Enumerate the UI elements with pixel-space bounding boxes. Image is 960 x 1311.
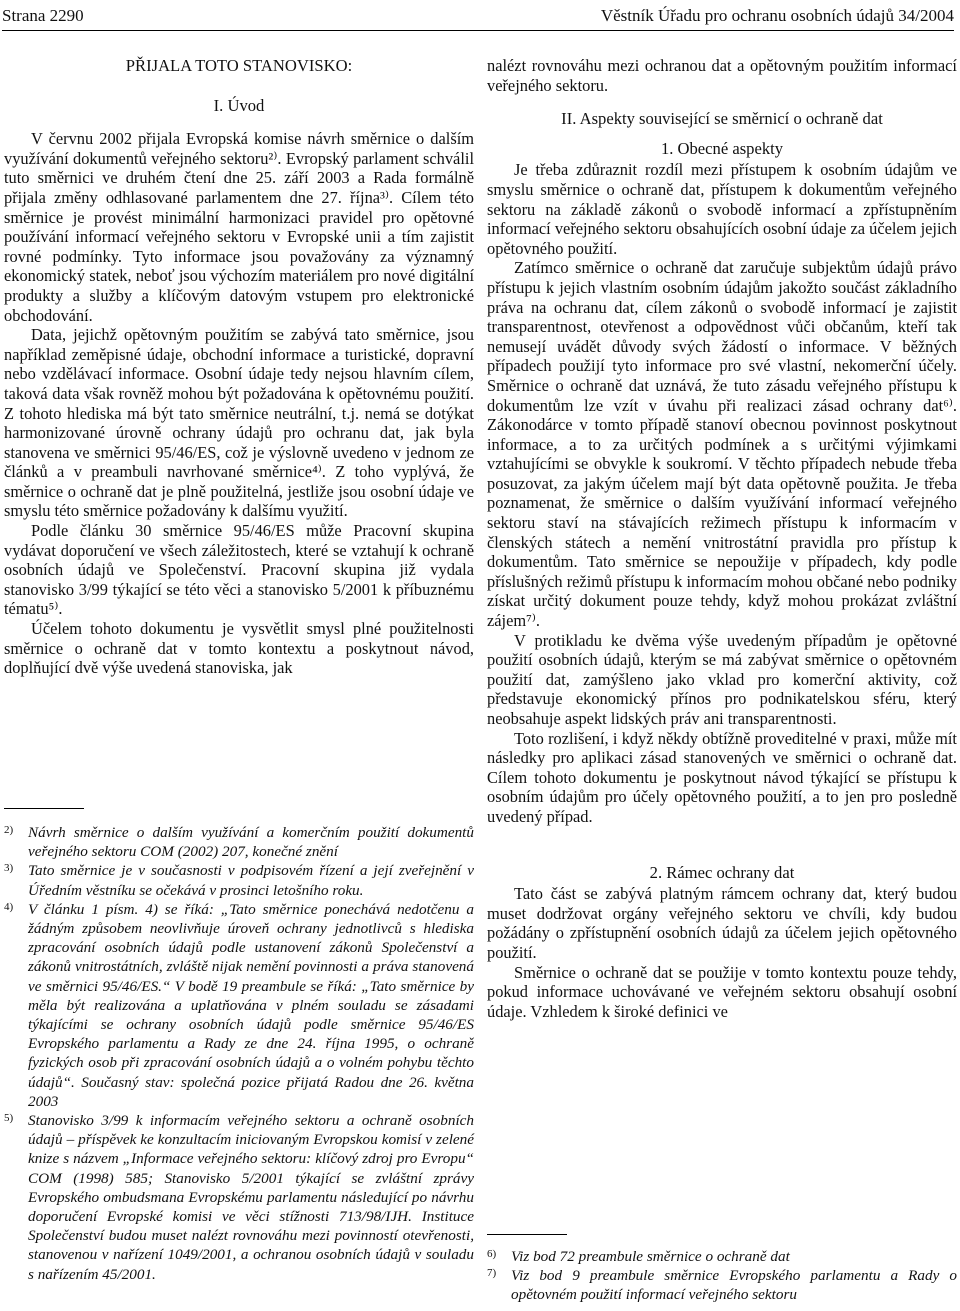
paragraph: Tato část se zabývá platným rámcem ochrany dat, který budou muset dodržovat orgány veřejného sektoru ve chvíli, kdy budou požádány o zpřístupnění osobních údajů za účelem jejich opětovného použití. [487, 884, 957, 962]
subsection-heading-framework: 2. Rámec ochrany dat [649, 862, 795, 882]
paragraph: V protikladu ke dvěma výše uvedeným případům je opětovné použití osobních údajů, kterým se má zabývat směrnice o opětovném použití dat, zamýšleno jako vklad pro komerční aktivity, což představuje ekonomický přínos pro podnikatelskou sféru, který neobsahuje aspekt lidských práv ani transparentnosti. [487, 630, 957, 728]
subsection-heading-general: 1. Obecné aspekty [660, 138, 784, 158]
footnote-number: 6) [487, 1248, 497, 1260]
footnote-text: Tato směrnice je v současnosti v podpisovém řízení a její zveřejnění v Úředním věstníku se očekává v prosinci letošního roku. [28, 862, 474, 899]
paragraph: Účelem tohoto dokumentu je vysvětlit smysl plné použitelnosti směrnice o ochraně dat v tomto kontextu a poskytnout návod, doplňující dvě výše uvedená stanoviska, jak [4, 619, 474, 678]
left-column [4, 56, 474, 678]
footnote [4, 900, 474, 1111]
footnote-number: 3) [4, 862, 14, 875]
footnote-text: Návrh směrnice o dalším využívání a komerčním použití dokumentů veřejného sektoru COM (2002) 207, konečné znění [28, 824, 474, 861]
footnotes-right [487, 1234, 957, 1305]
footnote-number: 4) [4, 900, 14, 913]
footnote-number: 2) [4, 824, 14, 836]
paragraph: Zatímco směrnice o ochraně dat zaručuje subjektům údajů právo přístupu k jejich vlastním osobním údajům jakožto součást základního práva na ochranu dat, cílem zákonů o svobodě informací je zajistit transparentnost, otevřenost a odpovědnost vůči občanům, kteří tak nemusejí uvádět důvody svých žádostí o informace. V běžných případech použijí tyto informace pro své vlastní, nekomerční účely. Směrnice o ochraně dat uznává, že tuto zásadu veřejného přístupu k dokumentům lze vzít v úvahu při realizaci zásad ochrany dat⁶⁾. Zákonodárce v tomto případě stanoví obecnou povinnost poskytnout informace, a to za určitých podmínek a s určitými výjimkami vztahujícími se obvykle k soukromí. V těchto případech nebude třeba posuzovat, za jakým účelem mají být data opětovně použita. Je třeba poznamenat, že směrnice o dalším využívání informací veřejného sektoru staví na stávajících režimech přístupu k informacím v členských státech a nemění vnitrostátní pravidla pro přístup k dokumentům. Tato směrnice se nepoužije v případech, kdy podle příslušných režimů přístupu k informacím mohou občané nebo podniky získat určitý dokument pouze tehdy, když mohou prokázat zvláštní zájem⁷⁾. [487, 258, 957, 631]
document-title: PŘIJALA TOTO STANOVISKO: [125, 56, 353, 75]
footnote-text: V článku 1 písm. 4) se říká: „Tato směrnice ponechává nedotčenu a žádným způsobem neovlivňuje úroveň ochrany jednotlivců s hlediska zpracování osobních údajů podle ustanovení zákonů Společenství a zákonů vnitrostátních, zvláště nijak nemění povinnosti a práva stanovená ve směrnici 95/46/ES.“ V bodě 19 preambule se říká: „Tato směrnice by měla být realizována a uplatňována v plném souladu se zásadami týkajícími se ochrany osobních údajů podle směrnice 95/46/ES Evropského parlamentu a Rady ze dne 24. října 1995, o ochraně fyzických osob při zpracování osobních údajů a o volném pohybu těchto údajů“. Současný stav: společná pozice přijatá Radou dne 26. května 2003 [28, 900, 474, 1110]
page-header [2, 4, 954, 31]
journal-title: Věstník Úřadu pro ochranu osobních údajů 34/2004 [600, 6, 954, 25]
footnote [4, 861, 474, 899]
footnote-number: 5) [4, 1112, 14, 1125]
footnotes-left [4, 808, 474, 1284]
footnote [487, 1266, 957, 1304]
paragraph: Toto rozlišení, i když někdy obtížně proveditelné v praxi, může mít následky pro aplikaci zásad stanovených ve směrnici o ochraně dat. Cílem tohoto dokumentu je poskytnout návod týkající se přístupu k osobním údajům pro účely opětovného použití, a to jen pro posledně uvedený případ. [487, 728, 957, 826]
footnote [4, 1111, 474, 1284]
page-number: Strana 2290 [2, 6, 84, 25]
paragraph-continuation: nalézt rovnováhu mezi ochranou dat a opětovným použitím informací veřejného sektoru. [487, 56, 957, 95]
footnote [4, 823, 474, 861]
paragraph: V červnu 2002 přijala Evropská komise návrh směrnice o dalším využívání dokumentů veřejného sektoru²⁾. Evropský parlament schválil tuto směrnici ve druhém čtení dne 25. září 2003 a Rada formálně přijala změny odhlasované parlamentem dne 27. října³⁾. Cílem této směrnice je provést minimální harmonizaci pravidel pro opětovné používání informací veřejného sektoru v Evropské unii a tím zajistit rovné podmínky. Tyto informace jsou považovány za významný ekonomický statek, neboť jsou výchozím materiálem pro nové digitální produkty a služby a klíčovým datovým vstupem pro elektronické obchodování. [4, 129, 474, 325]
footnote [487, 1247, 957, 1266]
footnote-divider [4, 808, 84, 809]
footnote-text: Stanovisko 3/99 k informacím veřejného sektoru a ochraně osobních údajů – příspěvek ke konzultacím iniciovaným Evropskou komisí v zelené knize s názvem „Informace veřejného sektoru: klíčový zdroj pro Evropu“ COM (1998) 585; Stanovisko 5/2001 týkající se zvláštní zprávy Evropského ombudsmana Evropskému parlamentu následující po návrhu doporučení Evropské komisi ve věci stížnosti 713/98/IJH. Instituce Společenství budou muset nalézt rovnováhu mezi povinností otevřenosti, stanovenou v nařízení 1049/2001, a ochranou osobních údajů v souladu s nařízením 45/2001. [28, 1112, 474, 1283]
section-heading-intro: I. Úvod [213, 95, 265, 115]
footnote-number: 7) [487, 1267, 497, 1280]
footnote-text: Viz bod 72 preambule směrnice o ochraně dat [511, 1248, 790, 1265]
footnote-divider [487, 1234, 567, 1235]
right-column [487, 56, 957, 1021]
paragraph: Data, jejichž opětovným použitím se zabývá tato směrnice, jsou například zeměpisné údaje, obchodní informace a turistické, dopravní nebo vzdělávací informace. Osobní údaje tedy nejsou hlavním cílem, taková data však rovněž mohou být požadována k opětovnému použití. Z tohoto hlediska má být tato směrnice neutrální, t.j. nemá se dotýkat harmonizované úrovně ochrany údajů pro ochranu dat, jak byla stanovena ve směrnici 95/46/ES, což je výslovně uvedeno v jednom ze článků a v preambuli navrhované směrnice⁴⁾. Z toho vyplývá, že směrnice o ochraně dat je plně použitelná, jestliže jsou osobní údaje ve smyslu této směrnice požadovány k dalšímu využití. [4, 325, 474, 521]
paragraph: Směrnice o ochraně dat se použije v tomto kontextu pouze tehdy, pokud informace uchovávané ve veřejném sektoru obsahují osobní údaje. Vzhledem k široké definici ve [487, 962, 957, 1021]
footnote-text: Viz bod 9 preambule směrnice Evropského parlamentu a Rady o opětovném použití informací veřejného sektoru [511, 1267, 957, 1304]
section-heading-aspects: II. Aspekty související se směrnicí o ochraně dat [561, 109, 883, 129]
paragraph: Je třeba zdůraznit rozdíl mezi přístupem k osobním údajům ve smyslu směrnice o ochraně dat, přístupem k dokumentům veřejného sektoru na základě zákonů o svobodě informací a zpřístupněním informací veřejného sektoru obsahujících osobní údaje za účelem jejich opětovného použití. [487, 160, 957, 258]
paragraph: Podle článku 30 směrnice 95/46/ES může Pracovní skupina vydávat doporučení ve všech záležitostech, které se vztahují k ochraně osobních údajů ve Společenství. Pracovní skupina již vydala stanovisko 3/99 týkající se této věci a stanovisko 5/2001 k příbuznému tématu⁵⁾. [4, 521, 474, 619]
